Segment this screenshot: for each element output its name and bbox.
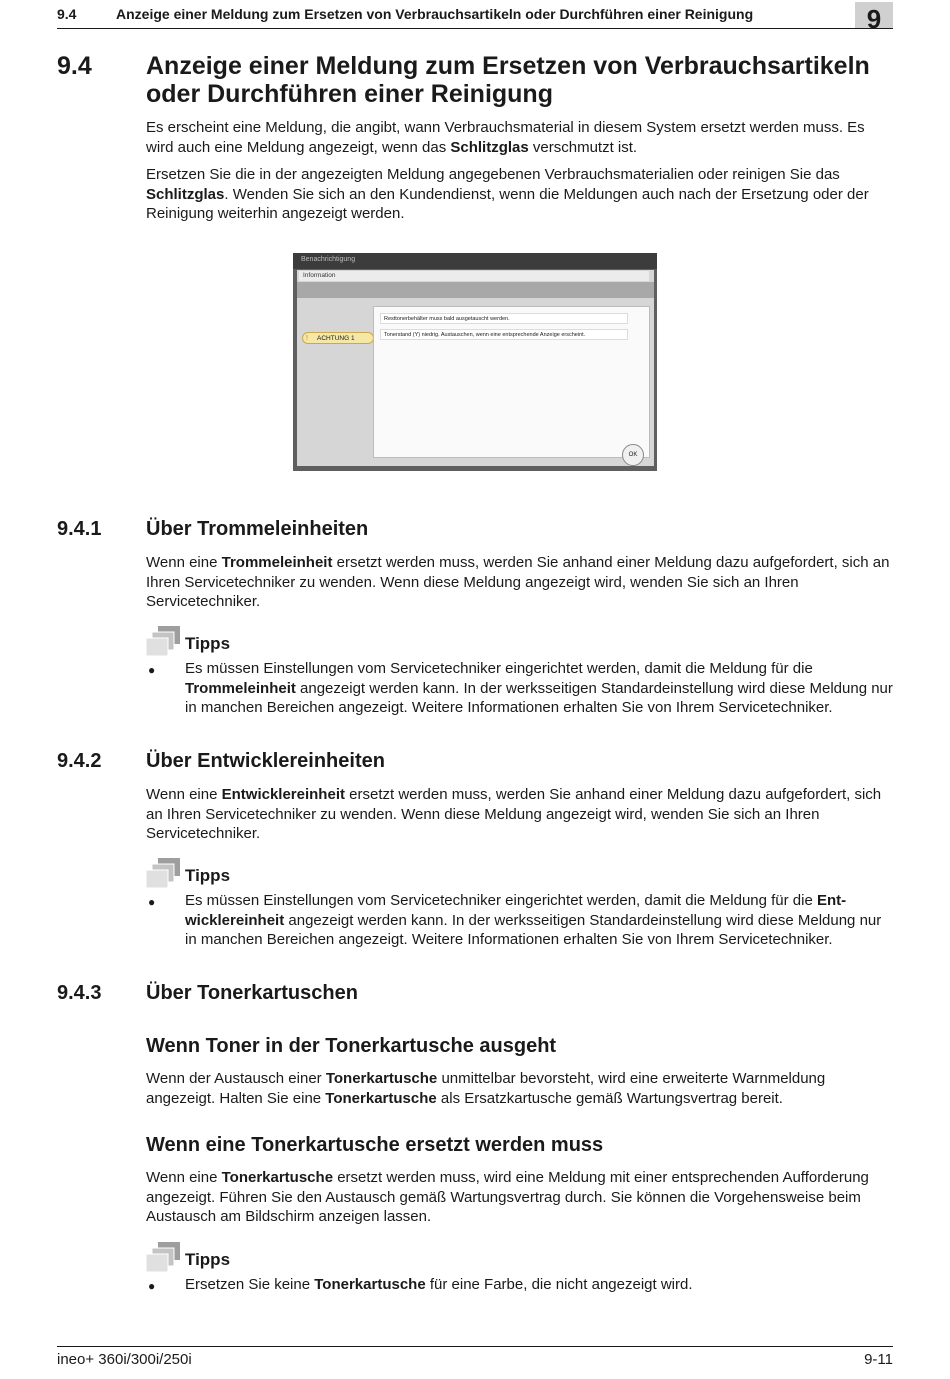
device-message: Resttonerbehälter muss bald ausgetauscht werden. [380,313,628,324]
device-content [297,270,654,466]
device-message: Tonerstand (Y) niedrig. Austauschen, wenn eine entsprechende Anzeige erscheint. [380,329,628,340]
footer-product: ineo+ 360i/300i/250i [57,1351,192,1368]
tip-text-941: Es müssen Einstellungen vom Servicetechniker eingerichtet werden, damit die Meldung für die Trommeleinheit angezeigt werden kann. In der werksseitigen Standardeinstellung wird diese Meldung nur in manchen Bereichen angezeigt. Weitere Informationen erhalten Sie von Ihrem Servicetechniker. [185,660,893,716]
subsection-title-943: Über Tonerkartuschen [146,982,358,1004]
subsection-title-941: Über Trommeleinheiten [146,518,369,540]
paragraph-941: Wenn eine Trommeleinheit ersetzt werden muss, werden Sie anhand einer Meldung dazu aufgefordert, sich an Ihren Servicetechniker zu wenden. Wenn diese Meldung angezeigt wird, wenden Sie sich an Ihren Servicetechniker. [146,554,890,610]
paragraph-toner-low: Wenn der Austausch einer Tonerkartusche unmittelbar bevorsteht, wird eine erweiterte Warnmeldung angezeigt. Halten Sie eine Tonerkartusche als Ersatzkartusche gemäß Wartungsvertrag bereit. [146,1070,826,1107]
subsection-number-943: 9.4.3 [57,982,102,1004]
section-title-line1: Anzeige einer Meldung zum Ersetzen von Verbrauchsartikeln [146,52,870,80]
paragraph-toner-replace: Wenn eine Tonerkartusche ersetzt werden muss, wird eine Meldung mit einer entsprechenden Aufforderung angezeigt. Führen Sie den Austausch gemäß Wartungsvertrag durch. Sie können die Vorgehensweise beim Austausch am Bildschirm anzeigen lassen. [146,1169,869,1225]
tips-label: Tipps [185,1250,231,1269]
subheading-toner-low: Wenn Toner in der Tonerkartusche ausgeht [146,1035,557,1057]
tips-icon [146,624,182,660]
device-message-panel [373,306,650,458]
intro-paragraph-1: Es erscheint eine Meldung, die angibt, wann Verbrauchsmaterial in diesem System ersetzt werden muss. Es wird auch eine Meldung angezeigt, wenn das Schlitzglas verschmutzt ist. [146,119,865,156]
tips-icon [146,1240,182,1276]
header-rule [57,28,893,29]
tips-icon [146,856,182,892]
device-warning-button[interactable]: ! ACHTUNG 1 [302,332,374,344]
paragraph-942: Wenn eine Entwicklereinheit ersetzt werden muss, werden Sie anhand einer Meldung dazu aufgefordert, sich an Ihren Servicetechniker zu wenden. Wenn diese Meldung angezeigt wird, wenden Sie sich an Ihren Servicetechniker. [146,786,882,842]
device-information-tab[interactable]: Information [299,271,649,281]
tips-label: Tipps [185,866,231,885]
section-title-line2: oder Durchführen einer Reinigung [146,80,553,108]
footer-rule [57,1346,893,1347]
bullet-icon: ● [148,663,156,677]
subsection-number-942: 9.4.2 [57,750,102,772]
device-toolbar [297,282,654,298]
device-title: Benachrichtigung [301,256,356,263]
device-title-bar [293,253,657,269]
warning-icon: ! [306,335,308,342]
tips-label: Tipps [185,634,231,653]
running-header-title: Anzeige einer Meldung zum Ersetzen von Verbrauchsartikeln oder Durchführen einer Reinigung [116,6,754,22]
device-notification-screenshot [293,253,657,471]
section-number: 9.4 [57,52,92,80]
bullet-icon: ● [148,1279,156,1293]
running-header-section: 9.4 [57,6,77,22]
bullet-icon: ● [148,895,156,909]
tip-text-943: Ersetzen Sie keine Tonerkartusche für eine Farbe, die nicht angezeigt wird. [185,1276,693,1293]
subsection-number-941: 9.4.1 [57,518,102,540]
subheading-toner-replace: Wenn eine Tonerkartusche ersetzt werden muss [146,1134,604,1156]
intro-paragraph-2: Ersetzen Sie die in der angezeigten Meldung angegebenen Verbrauchsmaterialien oder reinigen Sie das Schlitzglas. Wenden Sie sich an den Kundendienst, wenn die Meldungen auch nach der Ersetzung oder der Reinigung weiterhin angezeigt werden. [146,166,869,222]
chapter-number: 9 [866,4,882,34]
tip-text-942: Es müssen Einstellungen vom Servicetechniker eingerichtet werden, damit die Meldung für die Ent- wicklereinheit angezeigt werden kann. In der werksseitigen Standardeinstellung wird diese Meldung nur in manchen Bereichen angezeigt. Weitere Informationen erhalten Sie von Ihrem Servicetechniker. [185,892,882,948]
device-ok-button[interactable]: OK [622,444,644,466]
subsection-title-942: Über Entwicklereinheiten [146,750,385,772]
footer-page-number: 9-11 [864,1351,893,1368]
